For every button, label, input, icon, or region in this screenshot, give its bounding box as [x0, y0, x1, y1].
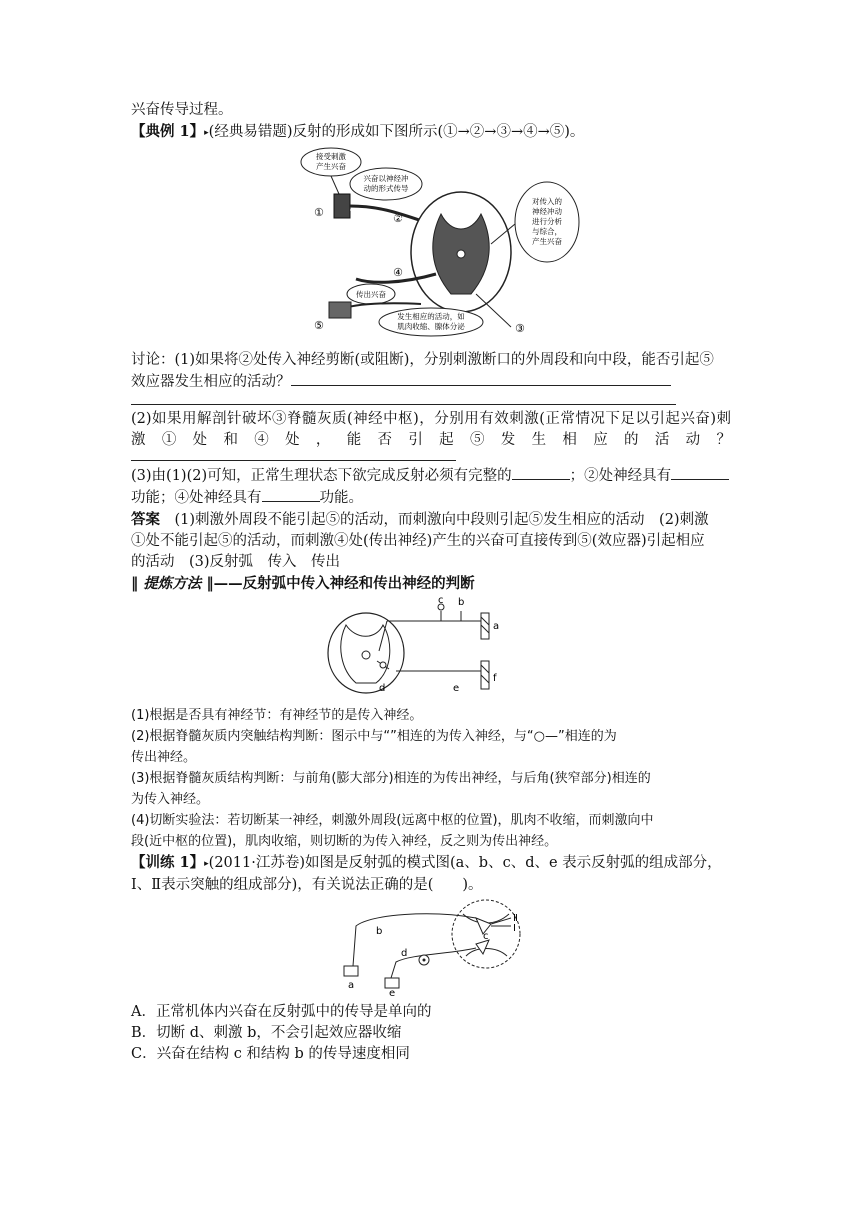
- fig1-bubble-out: 传出兴奋: [356, 290, 386, 299]
- rule-4-line2: 段(近中枢的位置)，肌肉收缩，则切断的为传入神经，反之则为传出神经。: [131, 834, 558, 849]
- answer-text-1: (1)刺激外周段不能引起⑤的活动，而刺激向中段则引起⑤发生相应的活动 (2)刺激: [174, 512, 709, 528]
- fig3-label-e: e: [389, 988, 396, 996]
- fig1-label-4: ④: [393, 266, 403, 279]
- q3-blank-3: [262, 487, 320, 502]
- nerve-judgment-diagram: [131, 595, 731, 705]
- fig3-label-a: a: [348, 980, 355, 991]
- q1-line2: [131, 371, 731, 393]
- fig1-bubble-right-line2: 神经冲动: [532, 207, 562, 216]
- training-text-1: 如图是反射弧的模式图(a、b、c、d、e 表示反射弧的组成部分，: [305, 855, 722, 871]
- example-1-heading: [131, 121, 731, 144]
- rule-3-line1: (3)根据脊髓灰质结构判断：与前角(膨大部分)相连的为传出神经，与后角(狭窄部分)相连的: [131, 771, 651, 786]
- rule-1: (1)根据是否具有神经节：有神经节的是传入神经。: [131, 708, 423, 723]
- q2-line2: 激 ① 处 和 ④ 处 ， 能 否 引 起 ⑤ 发 生 相 应 的 活 动 ？: [131, 432, 731, 448]
- training-source: (2011·江苏卷): [208, 855, 305, 871]
- answer-line3: 的活动 (3)反射弧 传入 传出: [131, 554, 341, 570]
- fig1-label-2: ②: [393, 212, 403, 225]
- fig2-label-f: f: [493, 673, 497, 684]
- reflex-arc-model-diagram: [131, 896, 731, 996]
- q3-blank-2: [671, 465, 729, 480]
- fig1-label-5: ⑤: [314, 319, 324, 332]
- fig3-label-c: c: [483, 931, 489, 942]
- answer-line1: [131, 509, 731, 531]
- answer-label: 答案: [131, 511, 160, 528]
- nerve-judgment-figure: [131, 595, 731, 705]
- option-A: A．正常机体内兴奋在反射弧中的传导是单向的: [131, 1004, 432, 1020]
- fig1-label-1: ①: [314, 206, 324, 219]
- q1-answer-rule: [131, 403, 676, 405]
- q3-part-b: ；②处神经具有: [569, 468, 672, 484]
- fig1-bubble-right-line4: 与综合，: [532, 227, 562, 236]
- fig2-label-c: c: [438, 595, 444, 606]
- fig2-label-a: a: [493, 621, 500, 632]
- reflex-formation-figure: [131, 144, 731, 338]
- q3-part-c: 功能；④处神经具有: [131, 490, 262, 506]
- fig1-bubble-bottom-line2: 肌肉收缩、腺体分泌: [397, 322, 465, 331]
- training-line2: Ⅰ、Ⅱ表示突触的组成部分)，有关说法正确的是( )。: [131, 877, 483, 893]
- rule-2-line2: 传出神经。: [131, 750, 197, 765]
- fig2-label-e: e: [453, 683, 460, 694]
- q2-line1: (2)如果用解剖针破坏③脊髓灰质(神经中枢)，分别用有效刺激(正常情况下足以引起兴奋)刺: [131, 411, 731, 427]
- q1-line1: 讨论：(1)如果将②处传入神经剪断(或阻断)，分别刺激断口的外周段和向中段，能否引起⑤: [131, 352, 714, 368]
- fig1-bubble-bottom-line1: 发生相应的活动，如: [397, 312, 465, 321]
- intro-text: 兴奋传导过程。: [131, 102, 233, 118]
- fig1-label-3: ③: [515, 322, 525, 335]
- method-title: ——反射弧中传入神经和传出神经的判断: [213, 575, 475, 592]
- fig1-bubble-top-line1: 接受刺激: [316, 152, 346, 161]
- example-text: 反射的形成如下图所示(①→②→③→④→⑤)。: [292, 124, 585, 140]
- q3-part-d: 功能。: [319, 490, 363, 506]
- fig1-bubble-right-line3: 进行分析: [532, 217, 562, 226]
- fig3-label-II: Ⅱ: [513, 913, 518, 924]
- training-1-heading: [131, 852, 731, 875]
- document-page: [131, 100, 731, 1065]
- fig3-label-I: Ⅰ: [513, 923, 516, 934]
- fig3-label-d: d: [401, 948, 408, 959]
- rule-4-line1: (4)切断实验法：若切断某一神经，刺激外周段(远离中枢的位置)，肌肉不收缩，而刺激向中: [131, 813, 654, 828]
- triangle-marker-icon: ▸: [204, 128, 209, 138]
- fig2-label-b: b: [458, 597, 465, 608]
- fig1-bubble-right-line1: 对传入的: [532, 197, 562, 206]
- reflex-arc-model-figure: [131, 896, 731, 996]
- fig1-bubble-mid-line2: 动的形式传导: [363, 184, 409, 193]
- q3-blank-1: [512, 465, 570, 480]
- q2-answer-rule: [131, 459, 456, 461]
- fig1-bubble-right-line5: 产生兴奋: [532, 237, 562, 246]
- fig3-label-b: b: [376, 926, 383, 937]
- method-heading: [131, 573, 731, 595]
- q3-part-a: (3)由(1)(2)可知，正常生理状态下欲完成反射必须有完整的: [131, 468, 512, 484]
- rule-3-line2: 为传入神经。: [131, 792, 210, 807]
- training-tag: 【训练 1】: [131, 854, 205, 871]
- example-label: (经典易错题): [208, 124, 293, 140]
- q3-line2: [131, 487, 731, 509]
- fig2-label-d: d: [379, 683, 386, 694]
- option-C: C．兴奋在结构 c 和结构 b 的传导速度相同: [131, 1046, 410, 1062]
- fig1-bubble-mid-line1: 兴奋以神经冲: [363, 174, 409, 183]
- fig1-bubble-top-line2: 产生兴奋: [316, 162, 346, 171]
- example-tag: 【典例 1】: [131, 123, 205, 140]
- rule-2-line1: (2)根据脊髓灰质内突触结构判断：图示中与“”相连的为传入神经，与“○—”相连的为: [131, 729, 617, 744]
- answer-line2: ①处不能引起⑤的活动，而刺激④处(传出神经)产生的兴奋可直接传到⑤(效应器)引起相应: [131, 533, 705, 549]
- triangle-marker-icon: ▸: [204, 859, 209, 869]
- reflex-formation-diagram: [131, 144, 731, 338]
- q3-line1: [131, 465, 731, 487]
- option-B: B．切断 d、刺激 b，不会引起效应器收缩: [131, 1025, 402, 1041]
- q1-line2-text: 效应器发生相应的活动？: [131, 374, 291, 390]
- q1-answer-blank: [291, 371, 671, 386]
- method-label: ‖ 提炼方法 ‖: [131, 575, 214, 592]
